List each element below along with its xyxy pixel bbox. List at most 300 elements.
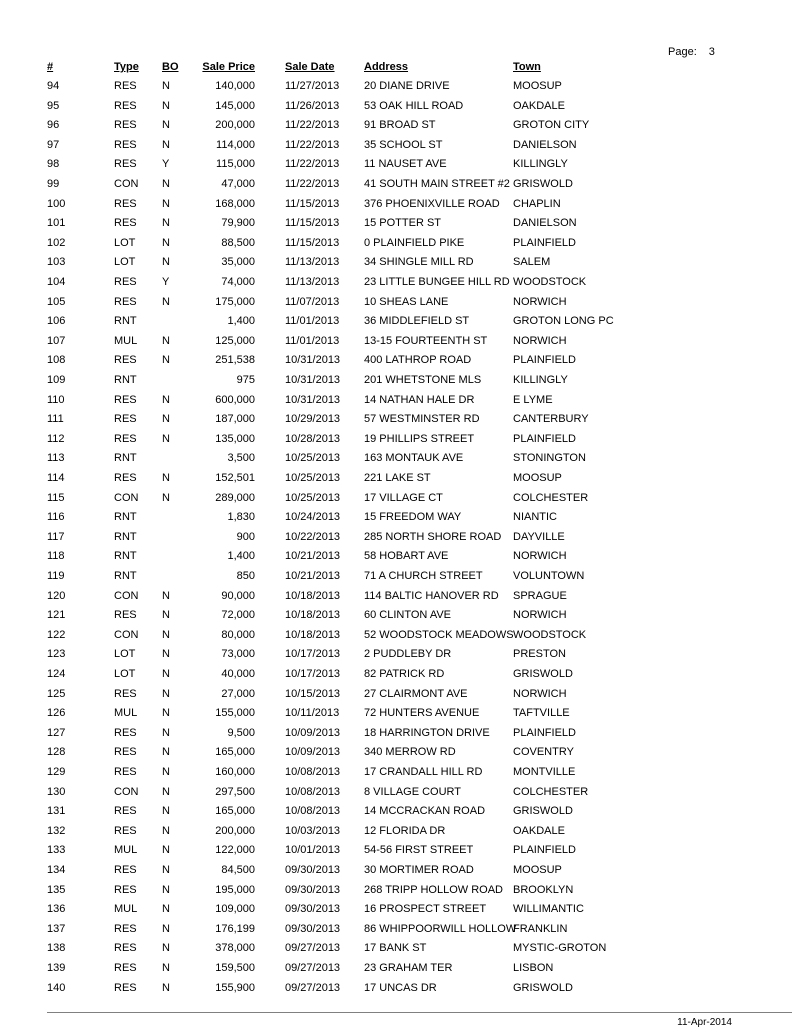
bo-flag: N — [162, 217, 170, 230]
sale-date: 10/17/2013 — [285, 668, 341, 680]
table-row — [0, 393, 800, 407]
sale-price: 297,500 — [215, 785, 255, 798]
town: COVENTRY — [513, 746, 574, 759]
sale-price: 72,000 — [221, 609, 255, 622]
row-number: 117 — [47, 530, 65, 543]
property-type: RNT — [114, 550, 137, 563]
row-number: 102 — [47, 236, 66, 249]
bo-flag: N — [162, 668, 170, 680]
sale-price: 159,500 — [215, 962, 255, 974]
sale-price: 155,000 — [215, 707, 255, 720]
address: 8 VILLAGE COURT — [364, 785, 461, 798]
sale-price: 140,000 — [215, 80, 255, 92]
sale-price: 152,501 — [215, 472, 255, 484]
bo-flag: N — [162, 393, 170, 406]
property-type: LOT — [114, 648, 136, 661]
sale-date: 10/24/2013 — [285, 511, 341, 524]
sale-date: 10/17/2013 — [285, 648, 341, 661]
town: KILLINGLY — [513, 374, 568, 386]
address: 268 TRIPP HOLLOW ROAD — [364, 883, 503, 896]
bo-flag: N — [162, 726, 170, 739]
table-row — [0, 216, 800, 230]
sale-date: 11/13/2013 — [285, 256, 340, 269]
address: 18 HARRINGTON DRIVE — [364, 726, 490, 739]
town: VOLUNTOWN — [513, 570, 585, 582]
bo-flag: N — [162, 609, 170, 622]
address: 15 POTTER ST — [364, 217, 442, 230]
sale-price: 74,000 — [221, 276, 255, 288]
sale-date: 10/08/2013 — [285, 805, 341, 818]
table-row — [0, 902, 800, 916]
sale-price: 79,900 — [221, 217, 255, 230]
page-label: Page: — [668, 46, 697, 58]
table-row — [0, 843, 800, 857]
row-number: 128 — [47, 746, 66, 759]
bo-flag: N — [162, 80, 170, 92]
row-number: 132 — [47, 824, 66, 837]
row-number: 98 — [47, 158, 60, 171]
town: PLAINFIELD — [513, 844, 576, 857]
bo-flag: N — [162, 236, 170, 249]
address: 17 BANK ST — [364, 942, 427, 955]
table-row — [0, 824, 800, 838]
bo-flag: N — [162, 903, 170, 916]
page-number: 3 — [708, 46, 715, 58]
town: SPRAGUE — [513, 589, 567, 602]
address: 20 DIANE DRIVE — [364, 80, 450, 92]
sale-price: 850 — [236, 570, 255, 582]
town: E LYME — [513, 393, 553, 406]
property-type: RES — [114, 99, 137, 112]
table-row — [0, 647, 800, 661]
sale-date: 10/31/2013 — [285, 393, 341, 406]
sale-date: 11/15/2013 — [285, 217, 340, 230]
row-number: 123 — [47, 648, 66, 661]
address: 201 WHETSTONE MLS — [364, 374, 482, 386]
sale-price: 251,538 — [215, 354, 255, 367]
bo-flag: N — [162, 119, 170, 132]
town: MOOSUP — [513, 864, 562, 876]
address: 285 NORTH SHORE ROAD — [364, 530, 502, 543]
sale-price: 125,000 — [215, 334, 255, 347]
sale-date: 10/22/2013 — [285, 530, 341, 543]
bo-flag: Y — [162, 276, 170, 288]
sale-price: 122,000 — [215, 844, 255, 857]
property-type: RNT — [114, 374, 137, 386]
sale-date: 11/15/2013 — [285, 236, 340, 249]
row-number: 135 — [47, 883, 66, 896]
bo-flag: N — [162, 491, 170, 504]
sale-date: 10/08/2013 — [285, 766, 341, 778]
row-number: 99 — [47, 178, 60, 190]
row-number: 107 — [47, 334, 66, 347]
address: 52 WOODSTOCK MEADOWS — [364, 628, 514, 641]
sale-date: 09/27/2013 — [285, 962, 341, 974]
table-row — [0, 314, 800, 328]
column-header-sale-date: Sale Date — [285, 61, 335, 73]
row-number: 94 — [47, 80, 60, 92]
bo-flag: N — [162, 785, 170, 798]
sale-date: 11/22/2013 — [285, 138, 340, 151]
table-row — [0, 804, 800, 818]
sale-price: 600,000 — [215, 393, 255, 406]
row-number: 139 — [47, 962, 66, 974]
table-row — [0, 491, 800, 505]
row-number: 133 — [47, 844, 66, 857]
bo-flag: N — [162, 746, 170, 759]
bo-flag: N — [162, 824, 170, 837]
bo-flag: N — [162, 432, 170, 445]
table-row — [0, 295, 800, 309]
sale-price: 160,000 — [215, 766, 255, 778]
address: 41 SOUTH MAIN STREET #2 — [364, 178, 510, 190]
sale-date: 10/01/2013 — [285, 844, 341, 857]
sale-price: 975 — [236, 374, 255, 386]
table-row — [0, 334, 800, 348]
town: MOOSUP — [513, 80, 562, 92]
town: SALEM — [513, 256, 551, 269]
sale-price: 165,000 — [215, 746, 255, 759]
town: NORWICH — [513, 550, 567, 563]
town: KILLINGLY — [513, 158, 568, 171]
address: 72 HUNTERS AVENUE — [364, 707, 480, 720]
bo-flag: N — [162, 295, 170, 308]
town: GRISWOLD — [513, 668, 573, 680]
row-number: 112 — [47, 432, 65, 445]
property-type: LOT — [114, 256, 136, 269]
table-row — [0, 922, 800, 936]
table-row — [0, 726, 800, 740]
row-number: 115 — [47, 491, 65, 504]
sale-price: 175,000 — [215, 295, 255, 308]
row-number: 124 — [47, 668, 66, 680]
address: 17 UNCAS DR — [364, 981, 437, 994]
address: 86 WHIPPOORWILL HOLLOW — [364, 922, 517, 935]
table-row — [0, 79, 800, 93]
address: 17 CRANDALL HILL RD — [364, 766, 483, 778]
row-number: 95 — [47, 99, 60, 112]
address: 400 LATHROP ROAD — [364, 354, 472, 367]
town: MONTVILLE — [513, 766, 576, 778]
property-type: RES — [114, 746, 137, 759]
town: NORWICH — [513, 334, 567, 347]
table-row — [0, 138, 800, 152]
sale-price: 3,500 — [227, 452, 255, 465]
table-row — [0, 510, 800, 524]
row-number: 114 — [47, 472, 65, 484]
bo-flag: N — [162, 766, 170, 778]
sale-price: 1,830 — [227, 511, 255, 524]
sale-date: 09/27/2013 — [285, 981, 341, 994]
address: 340 MERROW RD — [364, 746, 456, 759]
table-row — [0, 941, 800, 955]
column-header-sale-price: Sale Price — [202, 61, 255, 73]
table-row — [0, 549, 800, 563]
row-number: 134 — [47, 864, 66, 876]
table-row — [0, 667, 800, 681]
sale-price: 200,000 — [215, 824, 255, 837]
sale-date: 11/27/2013 — [285, 80, 340, 92]
bo-flag: N — [162, 962, 170, 974]
column-header-address: Address — [364, 61, 409, 73]
town: COLCHESTER — [513, 491, 589, 504]
address: 376 PHOENIXVILLE ROAD — [364, 197, 500, 210]
town: STONINGTON — [513, 452, 586, 465]
property-type: LOT — [114, 236, 136, 249]
table-row — [0, 706, 800, 720]
town: FRANKLIN — [513, 922, 568, 935]
sale-date: 10/31/2013 — [285, 354, 341, 367]
table-row — [0, 981, 800, 995]
sale-price: 135,000 — [215, 432, 255, 445]
bo-flag: N — [162, 589, 170, 602]
property-type: RES — [114, 138, 137, 151]
row-number: 96 — [47, 119, 60, 132]
property-type: RES — [114, 197, 137, 210]
property-type: MUL — [114, 707, 138, 720]
table-row — [0, 412, 800, 426]
town: NORWICH — [513, 295, 567, 308]
address: 36 MIDDLEFIELD ST — [364, 315, 470, 328]
row-number: 100 — [47, 197, 66, 210]
address: 16 PROSPECT STREET — [364, 903, 487, 916]
town: NIANTIC — [513, 511, 557, 524]
row-number: 121 — [47, 609, 66, 622]
sale-date: 11/01/2013 — [285, 334, 340, 347]
town: GRISWOLD — [513, 178, 573, 190]
address: 163 MONTAUK AVE — [364, 452, 464, 465]
property-type: RES — [114, 805, 137, 818]
bo-flag: N — [162, 138, 170, 151]
address: 53 OAK HILL ROAD — [364, 99, 464, 112]
property-type: MUL — [114, 334, 138, 347]
property-type: RES — [114, 922, 137, 935]
address: 82 PATRICK RD — [364, 668, 445, 680]
table-row — [0, 628, 800, 642]
sale-price: 900 — [236, 530, 255, 543]
row-number: 125 — [47, 687, 66, 700]
address: 12 FLORIDA DR — [364, 824, 446, 837]
address: 71 A CHURCH STREET — [364, 570, 483, 582]
row-number: 131 — [47, 805, 66, 818]
address: 13-15 FOURTEENTH ST — [364, 334, 488, 347]
property-type: RES — [114, 824, 137, 837]
sale-date: 10/18/2013 — [285, 609, 341, 622]
table-row — [0, 530, 800, 544]
address: 23 LITTLE BUNGEE HILL RD — [364, 276, 510, 288]
bo-flag: N — [162, 178, 170, 190]
sale-date: 09/30/2013 — [285, 922, 341, 935]
report-date: 11-Apr-2014 — [677, 1017, 732, 1028]
row-number: 126 — [47, 707, 66, 720]
table-row — [0, 745, 800, 759]
sale-price: 114,000 — [216, 138, 255, 151]
property-type: RES — [114, 295, 137, 308]
property-type: CON — [114, 178, 139, 190]
sale-date: 09/30/2013 — [285, 903, 341, 916]
property-type: RES — [114, 609, 137, 622]
property-type: RES — [114, 354, 137, 367]
sale-price: 88,500 — [221, 236, 255, 249]
town: GRISWOLD — [513, 805, 573, 818]
bo-flag: Y — [162, 158, 170, 171]
row-number: 101 — [47, 217, 66, 230]
row-number: 138 — [47, 942, 66, 955]
sale-price: 73,000 — [221, 648, 255, 661]
sale-date: 11/07/2013 — [285, 295, 340, 308]
property-type: MUL — [114, 903, 138, 916]
property-type: RES — [114, 80, 137, 92]
address: 0 PLAINFIELD PIKE — [364, 236, 465, 249]
sale-date: 10/15/2013 — [285, 687, 341, 700]
table-row — [0, 883, 800, 897]
bo-flag: N — [162, 354, 170, 367]
table-header — [0, 60, 800, 74]
town: WILLIMANTIC — [513, 903, 584, 916]
sale-price: 289,000 — [215, 491, 255, 504]
table-row — [0, 961, 800, 975]
town: WOODSTOCK — [513, 276, 587, 288]
town: LISBON — [513, 962, 554, 974]
address: 17 VILLAGE CT — [364, 491, 443, 504]
table-row — [0, 687, 800, 701]
sale-price: 40,000 — [221, 668, 255, 680]
town: NORWICH — [513, 687, 567, 700]
town: TAFTVILLE — [513, 707, 570, 720]
address: 57 WESTMINSTER RD — [364, 413, 480, 426]
address: 35 SCHOOL ST — [364, 138, 443, 151]
town: DANIELSON — [513, 138, 577, 151]
property-type: RES — [114, 276, 137, 288]
sale-price: 47,000 — [221, 178, 255, 190]
bo-flag: N — [162, 864, 170, 876]
property-type: RES — [114, 393, 137, 406]
table-row — [0, 118, 800, 132]
sale-price: 200,000 — [215, 119, 255, 132]
bo-flag: N — [162, 334, 170, 347]
town: OAKDALE — [513, 99, 565, 112]
table-row — [0, 197, 800, 211]
address: 15 FREEDOM WAY — [364, 511, 462, 524]
town: COLCHESTER — [513, 785, 589, 798]
bo-flag: N — [162, 197, 170, 210]
table-row — [0, 608, 800, 622]
address: 30 MORTIMER ROAD — [364, 864, 474, 876]
address: 27 CLAIRMONT AVE — [364, 687, 468, 700]
property-type: RNT — [114, 570, 137, 582]
table-row — [0, 353, 800, 367]
town: CANTERBURY — [513, 413, 589, 426]
table-row — [0, 863, 800, 877]
address: 14 NATHAN HALE DR — [364, 393, 475, 406]
town: GROTON LONG PC — [513, 315, 614, 328]
sale-date: 10/18/2013 — [285, 589, 341, 602]
row-number: 111 — [47, 413, 64, 426]
row-number: 110 — [47, 393, 65, 406]
sale-date: 10/08/2013 — [285, 785, 341, 798]
sale-date: 11/22/2013 — [285, 178, 340, 190]
table-row — [0, 471, 800, 485]
property-type: RES — [114, 766, 137, 778]
address: 60 CLINTON AVE — [364, 609, 452, 622]
property-type: RES — [114, 158, 137, 171]
town: PLAINFIELD — [513, 354, 576, 367]
sale-date: 10/21/2013 — [285, 570, 341, 582]
column-header-town: Town — [513, 61, 541, 73]
town: MOOSUP — [513, 472, 562, 484]
row-number: 105 — [47, 295, 66, 308]
property-type: RNT — [114, 511, 137, 524]
row-number: 108 — [47, 354, 66, 367]
bo-flag: N — [162, 883, 170, 896]
bo-flag: N — [162, 648, 170, 661]
sale-date: 10/25/2013 — [285, 491, 341, 504]
table-row — [0, 432, 800, 446]
sale-price: 155,900 — [215, 981, 255, 994]
property-type: RES — [114, 413, 137, 426]
row-number: 113 — [47, 452, 65, 465]
row-number: 106 — [47, 315, 66, 328]
table-row — [0, 451, 800, 465]
town: PRESTON — [513, 648, 566, 661]
sale-date: 10/31/2013 — [285, 374, 341, 386]
sale-date: 10/03/2013 — [285, 824, 341, 837]
property-type: RES — [114, 962, 137, 974]
address: 19 PHILLIPS STREET — [364, 432, 475, 445]
bo-flag: N — [162, 687, 170, 700]
town: DAYVILLE — [513, 530, 565, 543]
bo-flag: N — [162, 99, 170, 112]
bo-flag: N — [162, 256, 170, 269]
bo-flag: N — [162, 413, 170, 426]
address: 14 MCCRACKAN ROAD — [364, 805, 486, 818]
sale-price: 168,000 — [215, 197, 255, 210]
table-row — [0, 99, 800, 113]
town: MYSTIC-GROTON — [513, 942, 607, 955]
column-header-type: Type — [114, 61, 139, 73]
sale-price: 1,400 — [227, 315, 255, 328]
sale-date: 11/15/2013 — [285, 197, 340, 210]
sale-price: 378,000 — [215, 942, 255, 955]
bo-flag: N — [162, 805, 170, 818]
address: 10 SHEAS LANE — [364, 295, 449, 308]
sale-date: 09/30/2013 — [285, 864, 341, 876]
property-type: LOT — [114, 668, 136, 680]
address: 91 BROAD ST — [364, 119, 436, 132]
sale-date: 10/09/2013 — [285, 726, 341, 739]
sale-price: 187,000 — [215, 413, 255, 426]
town: PLAINFIELD — [513, 432, 576, 445]
row-number: 103 — [47, 256, 66, 269]
sale-date: 10/21/2013 — [285, 550, 341, 563]
row-number: 140 — [47, 981, 66, 994]
sale-date: 10/11/2013 — [285, 707, 340, 720]
sale-date: 09/27/2013 — [285, 942, 341, 955]
row-number: 120 — [47, 589, 66, 602]
table-row — [0, 785, 800, 799]
table-row — [0, 765, 800, 779]
row-number: 122 — [47, 628, 66, 641]
town: CHAPLIN — [513, 197, 561, 210]
table-row — [0, 569, 800, 583]
property-type: RES — [114, 864, 137, 876]
sale-price: 9,500 — [227, 726, 255, 739]
property-type: RES — [114, 432, 137, 445]
row-number: 136 — [47, 903, 66, 916]
sale-price: 1,400 — [227, 550, 255, 563]
property-type: RES — [114, 472, 137, 484]
town: DANIELSON — [513, 217, 577, 230]
